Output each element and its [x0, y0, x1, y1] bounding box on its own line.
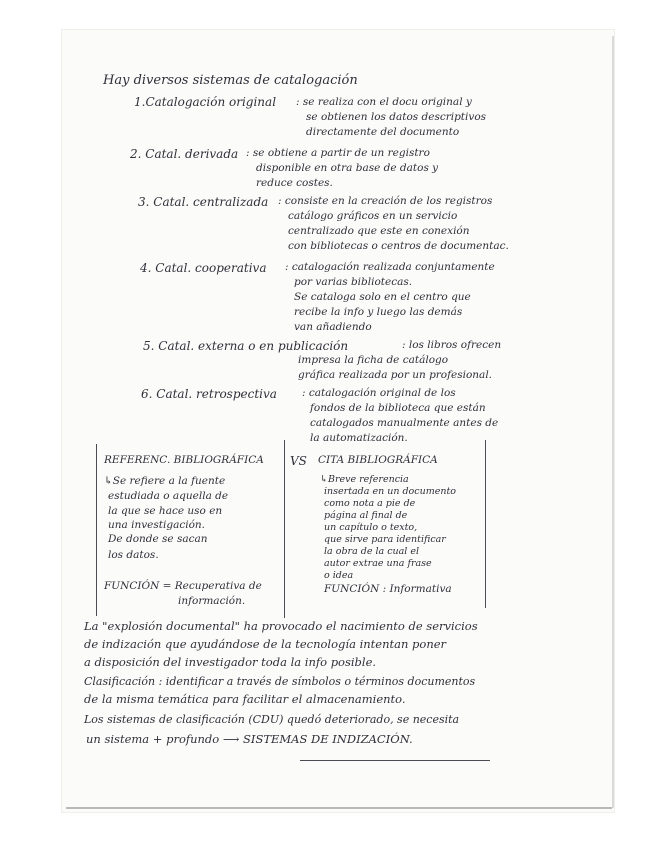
- item-3-label: 3. Catal. centralizada: [138, 195, 269, 209]
- reference-function-cont: información.: [178, 595, 246, 607]
- citation-line-7: la obra de la cual el: [324, 546, 420, 557]
- citation-line-1: ↳Breve referencia: [320, 474, 409, 485]
- item-6-line-3: catalogados manualmente antes de: [310, 417, 499, 429]
- item-5-label: 5. Catal. externa o en publicación: [143, 339, 349, 353]
- reference-line-4: una investigación.: [108, 519, 205, 531]
- notes-heading: Hay diversos sistemas de catalogación: [103, 73, 358, 88]
- closing-line-3: a disposición del investigador toda la info posible.: [84, 655, 377, 669]
- item-3-line-2: catálogo gráficos en un servicio: [288, 210, 458, 222]
- item-6-line-1: : catalogación original de los: [302, 387, 456, 399]
- item-1-line-2: se obtienen los datos descriptivos: [306, 111, 487, 123]
- versus-label: VS: [290, 454, 307, 468]
- citation-line-3: como nota a pie de: [324, 498, 416, 509]
- item-2-line-1: : se obtiene a partir de un registro: [246, 147, 430, 159]
- item-3-line-4: con bibliotecas o centros de documentac.: [288, 240, 509, 252]
- citation-function: FUNCIÓN : Informativa: [324, 583, 452, 595]
- closing-line-7: un sistema + profundo ⟶ SISTEMAS DE INDIZACIÓN.: [86, 732, 413, 746]
- item-4-line-5: van añadiendo: [294, 321, 372, 333]
- citation-title: CITA BIBLIOGRÁFICA: [318, 454, 438, 466]
- closing-line-2: de indización que ayudándose de la tecnología intentan poner: [84, 637, 447, 651]
- paper-edge-bottom: [66, 807, 612, 809]
- item-2-line-3: reduce costes.: [256, 177, 333, 189]
- center-divider: [284, 440, 285, 618]
- reference-line-2: estudiada o aquella de: [108, 490, 229, 502]
- citation-line-2: insertada en un documento: [324, 486, 456, 497]
- item-2-line-2: disponible en otra base de datos y: [256, 162, 439, 174]
- closing-line-4: Clasificación : identificar a través de símbolos o términos documentos: [84, 675, 476, 688]
- item-6-line-4: la automatización.: [310, 432, 408, 444]
- citation-line-8: autor extrae una frase: [324, 558, 432, 569]
- citation-line-5: un capítulo o texto,: [324, 522, 418, 533]
- citation-line-9: o idea: [324, 570, 354, 581]
- closing-line-5: de la misma temática para facilitar el almacenamiento.: [84, 692, 406, 706]
- reference-line-6: los datos.: [108, 549, 159, 561]
- citation-line-6: que sirve para identificar: [324, 534, 446, 545]
- paper-edge-right: [612, 36, 614, 808]
- item-2-label: 2. Catal. derivada: [130, 147, 239, 161]
- item-3-line-3: centralizado que este en conexión: [288, 225, 470, 237]
- left-box-rule: [96, 444, 97, 616]
- item-4-line-1: : catalogación realizada conjuntamente: [285, 261, 495, 273]
- item-4-label: 4. Catal. cooperativa: [140, 261, 267, 275]
- item-4-line-3: Se cataloga solo en el centro que: [294, 291, 471, 303]
- reference-title: REFERENC. BIBLIOGRÁFICA: [104, 454, 264, 466]
- reference-line-5: De donde se sacan: [108, 533, 208, 545]
- item-3-line-1: : consiste en la creación de los registros: [278, 195, 493, 207]
- reference-line-1: ↳Se refiere a la fuente: [104, 475, 226, 487]
- item-1-line-3: directamente del documento: [306, 126, 460, 138]
- closing-line-6: Los sistemas de clasificación (CDU) quedó deteriorado, se necesita: [84, 713, 460, 726]
- item-5-line-1: : los libros ofrecen: [402, 339, 502, 351]
- item-5-line-3: gráfica realizada por un profesional.: [298, 369, 493, 381]
- closing-line-1: La "explosión documental" ha provocado el nacimiento de servicios: [84, 619, 478, 633]
- item-1-label: 1.Catalogación original: [134, 95, 277, 109]
- underline-indexing: [300, 760, 490, 761]
- item-4-line-4: recibe la info y luego las demás: [294, 306, 463, 318]
- item-1-line-1: : se realiza con el docu original y: [296, 96, 472, 108]
- reference-line-3: la que se hace uso en: [108, 505, 223, 517]
- right-box-rule: [485, 440, 486, 608]
- reference-function: FUNCIÓN = Recuperativa de: [104, 580, 262, 592]
- item-4-line-2: por varias bibliotecas.: [294, 276, 413, 288]
- item-6-label: 6. Catal. retrospectiva: [141, 387, 277, 401]
- item-5-line-2: impresa la ficha de catálogo: [298, 354, 449, 366]
- citation-line-4: página al final de: [324, 510, 408, 521]
- item-6-line-2: fondos de la biblioteca que están: [310, 402, 486, 414]
